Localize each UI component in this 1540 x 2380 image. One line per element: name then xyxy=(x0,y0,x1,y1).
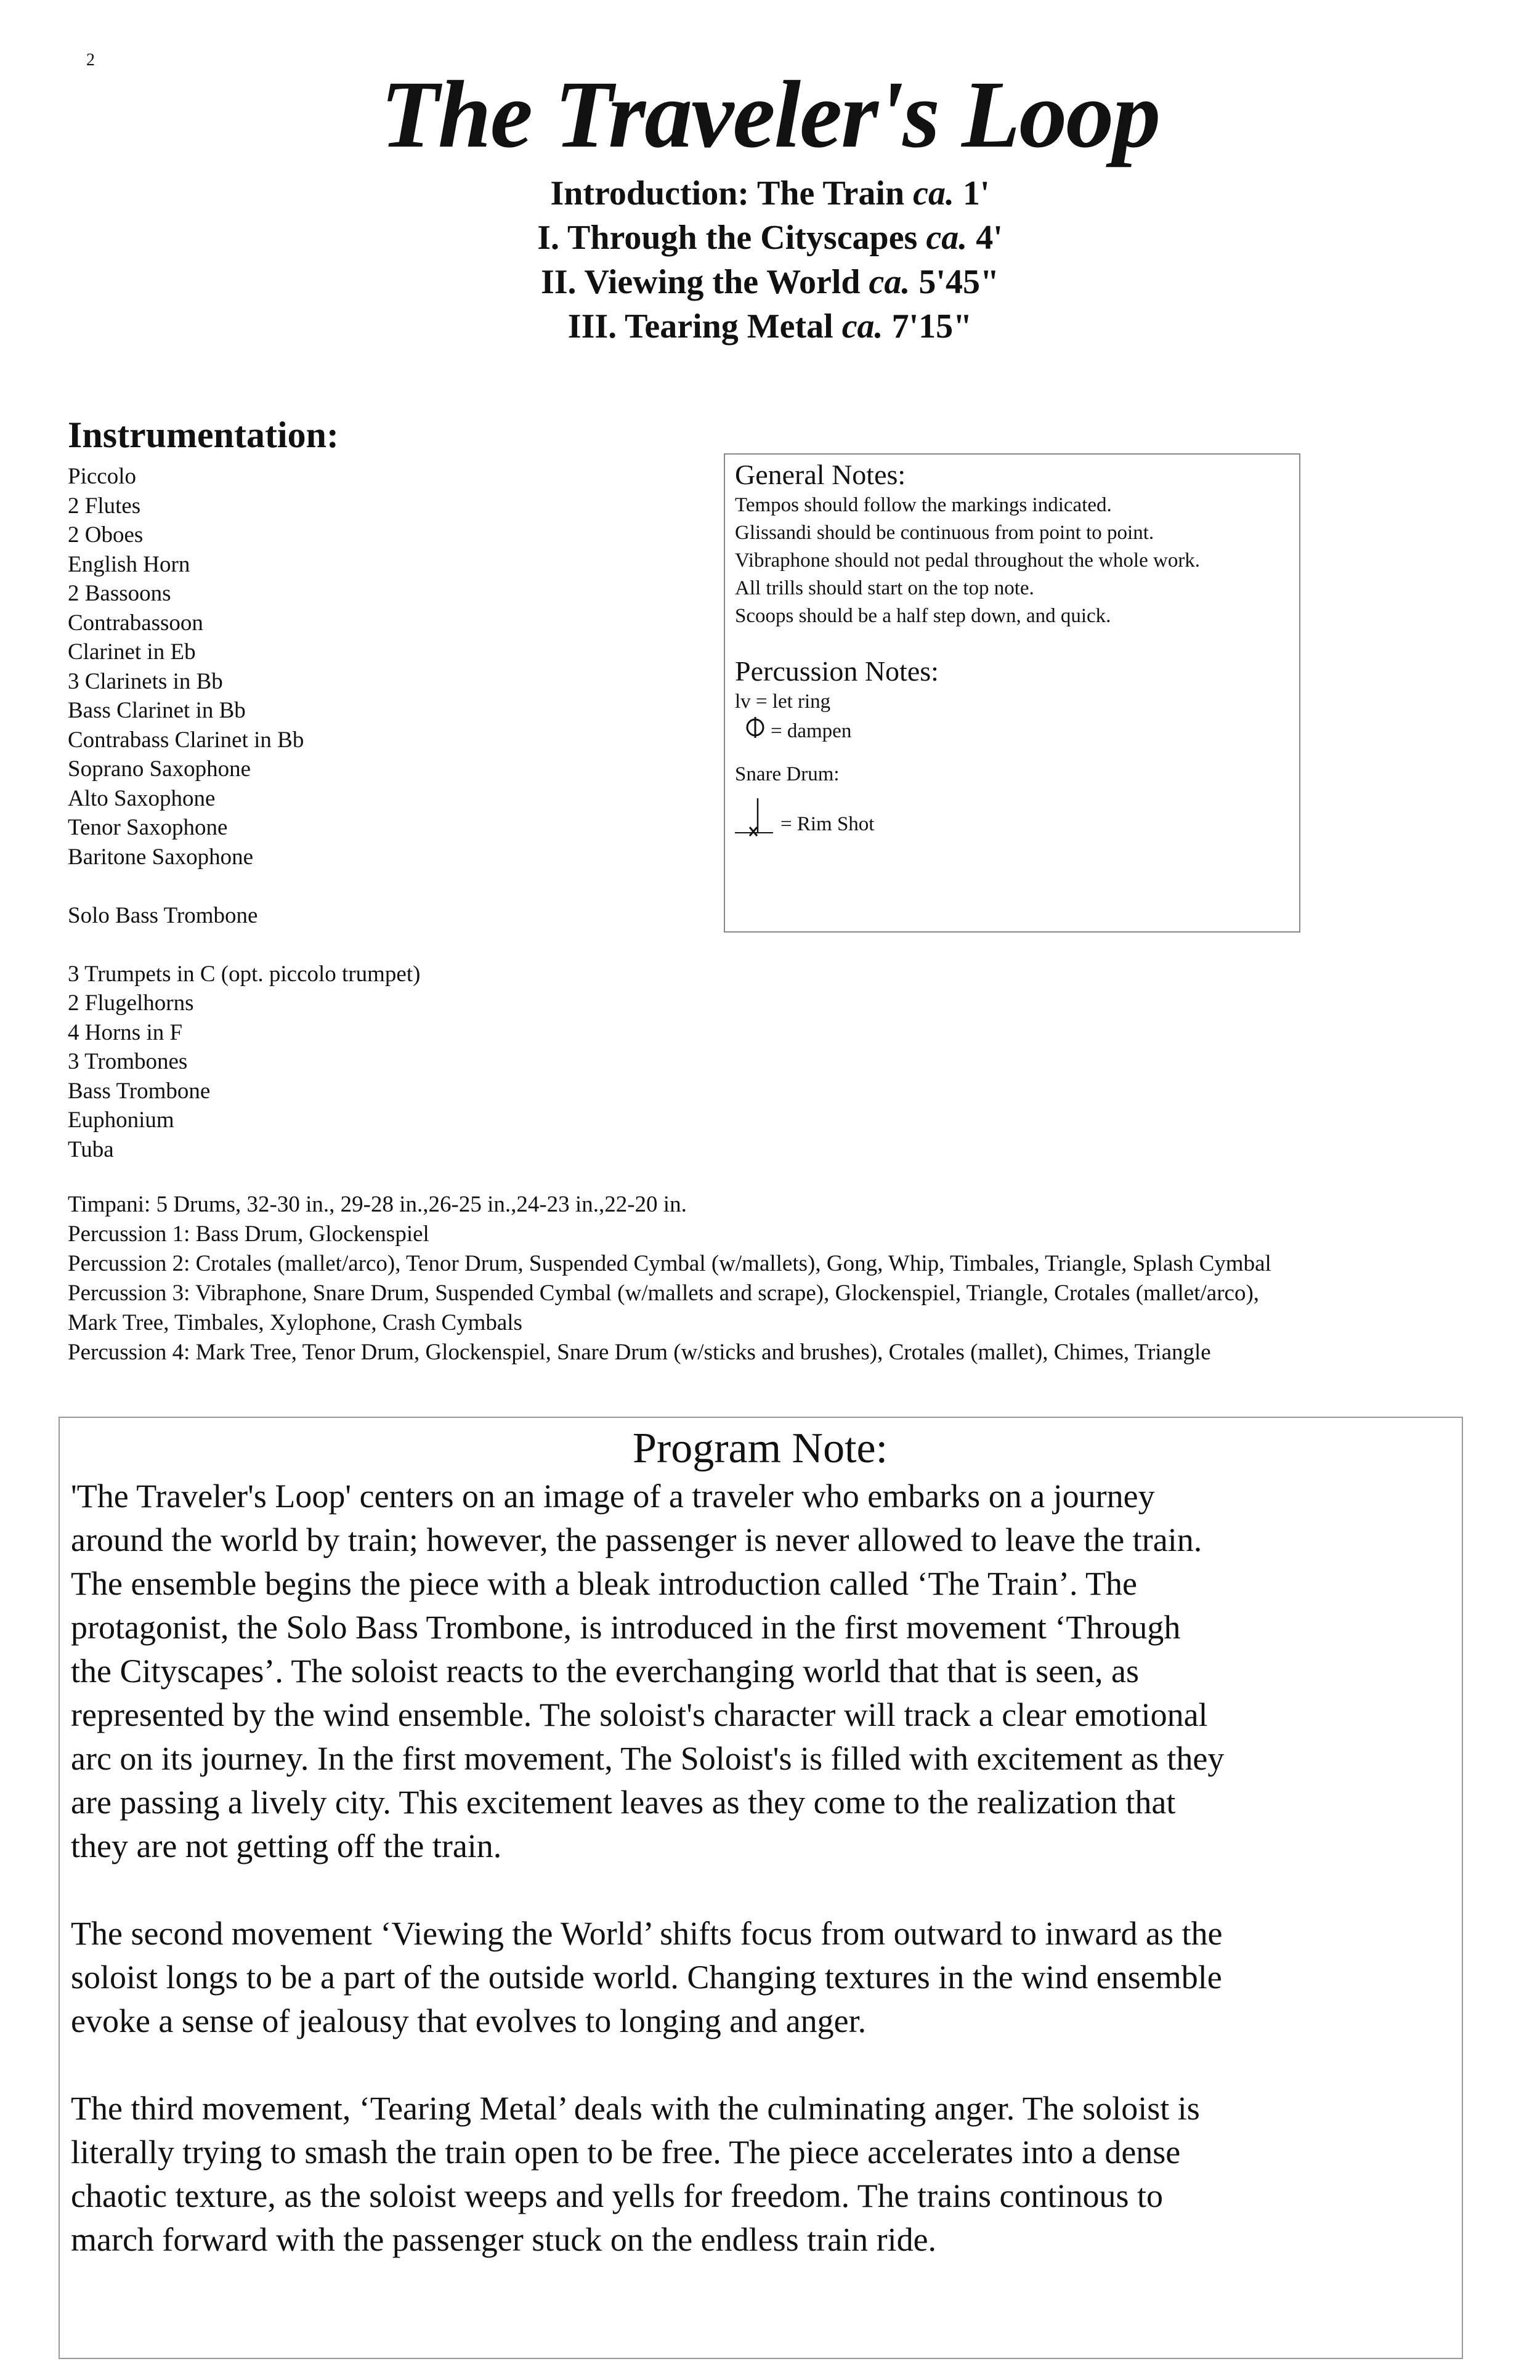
instrument-item: 2 Flutes xyxy=(68,493,141,519)
program-line: arc on its journey. In the first movement, The Soloist's is filled with excitement as they xyxy=(71,1740,1225,1777)
percussion-item: Percussion 1: Bass Drum, Glockenspiel xyxy=(68,1221,429,1247)
dampen-label: = dampen xyxy=(771,720,852,742)
program-line: they are not getting off the train. xyxy=(71,1827,502,1864)
instrument-item: 2 Oboes xyxy=(68,522,144,548)
instrument-item: Piccolo xyxy=(68,464,136,489)
program-line: 'The Traveler's Loop' centers on an image of a traveler who embarks on a journey xyxy=(71,1478,1155,1515)
movement-list xyxy=(0,171,1540,349)
percussion-item: Percussion 4: Mark Tree, Tenor Drum, Glockenspiel, Snare Drum (w/sticks and brushes), Crotales (mallet), Chimes, Triangle xyxy=(68,1340,1211,1365)
rim-shot-note xyxy=(735,798,1299,851)
rim-shot-symbol-icon xyxy=(735,798,773,851)
program-line: The third movement, ‘Tearing Metal’ deals with the culminating anger. The soloist is xyxy=(71,2090,1200,2127)
general-note: Tempos should follow the markings indicated. xyxy=(735,494,1112,516)
instrument-item: Contrabassoon xyxy=(68,610,203,636)
general-notes-heading: General Notes: xyxy=(735,459,906,490)
percussion-list xyxy=(68,1190,1271,1367)
program-line: evoke a sense of jealousy that evolves to longing and anger. xyxy=(71,2002,867,2039)
general-note: Scoops should be a half step down, and quick. xyxy=(735,605,1111,627)
instrument-item: Tuba xyxy=(68,1136,114,1162)
percussion-item: Percussion 2: Crotales (mallet/arco), Tenor Drum, Suspended Cymbal (w/mallets), Gong, Whip, Timbales, Triangle, Splash Cymbal xyxy=(68,1251,1271,1276)
let-ring-note: lv = let ring xyxy=(735,690,831,713)
general-note: All trills should start on the top note. xyxy=(735,577,1034,599)
percussion-notes-heading: Percussion Notes: xyxy=(735,655,939,687)
program-paragraph-2 xyxy=(71,1912,1449,2043)
instrument-item: Contrabass Clarinet in Bb xyxy=(68,727,304,753)
instrument-item: Alto Saxophone xyxy=(68,785,216,811)
instrument-item: 2 Flugelhorns xyxy=(68,990,194,1016)
page-number: 2 xyxy=(86,51,95,70)
instrument-item: Tenor Saxophone xyxy=(68,815,228,840)
solo-instrument: Solo Bass Trombone xyxy=(68,902,258,928)
program-line: The ensemble begins the piece with a bleak introduction called ‘The Train’. The xyxy=(71,1565,1137,1602)
instrument-item: 3 Trombones xyxy=(68,1049,188,1074)
program-line: are passing a lively city. This excitement leaves as they come to the realization that xyxy=(71,1784,1176,1821)
instrument-item: English Horn xyxy=(68,551,190,577)
program-line: The second movement ‘Viewing the World’ shifts focus from outward to inward as the xyxy=(71,1915,1223,1952)
program-line: represented by the wind ensemble. The soloist's character will track a clear emotional xyxy=(71,1696,1208,1733)
program-line: march forward with the passenger stuck on the endless train ride. xyxy=(71,2221,937,2258)
instrument-item: Clarinet in Eb xyxy=(68,639,196,665)
percussion-item: Timpani: 5 Drums, 32-30 in., 29-28 in.,26-25 in.,24-23 in.,22-20 in. xyxy=(68,1192,687,1217)
percussion-item: Mark Tree, Timbales, Xylophone, Crash Cymbals xyxy=(68,1310,522,1335)
instrument-item: Soprano Saxophone xyxy=(68,756,251,782)
program-paragraph-3 xyxy=(71,2087,1449,2262)
program-note-heading: Program Note: xyxy=(632,1425,888,1472)
movement-intro: Introduction: The Train ca. 1' xyxy=(550,174,990,212)
program-paragraph-1 xyxy=(71,1475,1449,1868)
instrumentation-heading: Instrumentation: xyxy=(68,415,339,455)
instrument-item: 4 Horns in F xyxy=(68,1019,183,1045)
program-note-box xyxy=(59,1417,1463,2359)
instrument-item: Bass Clarinet in Bb xyxy=(68,698,246,723)
instrument-item: 3 Trumpets in C (opt. piccolo trumpet) xyxy=(68,961,421,987)
program-line: the Cityscapes’. The soloist reacts to the everchanging world that that is seen, as xyxy=(71,1653,1140,1690)
snare-drum-label: Snare Drum: xyxy=(735,763,840,785)
rim-shot-label: = Rim Shot xyxy=(780,813,875,835)
dampen-note xyxy=(735,716,1299,747)
instrumentation-list xyxy=(68,462,420,1164)
program-line: soloist longs to be a part of the outside world. Changing textures in the wind ensemble xyxy=(71,1959,1222,1996)
general-note: Vibraphone should not pedal throughout the whole work. xyxy=(735,549,1201,572)
dampen-symbol-icon xyxy=(744,716,767,747)
movement-2: II. Viewing the World ca. 5'45" xyxy=(540,263,1000,301)
page-title: The Traveler's Loop xyxy=(380,61,1160,168)
movement-3: III. Tearing Metal ca. 7'15" xyxy=(567,307,973,346)
instrument-item: Bass Trombone xyxy=(68,1078,211,1104)
instrument-item: 2 Bassoons xyxy=(68,581,171,606)
program-line: protagonist, the Solo Bass Trombone, is introduced in the first movement ‘Through xyxy=(71,1609,1181,1646)
general-note: Glissandi should be continuous from point to point. xyxy=(735,522,1154,544)
program-line: literally trying to smash the train open to be free. The piece accelerates into a dense xyxy=(71,2134,1181,2171)
instrument-item: Baritone Saxophone xyxy=(68,844,254,870)
instrument-item: 3 Clarinets in Bb xyxy=(68,668,223,694)
general-notes-box xyxy=(724,453,1300,933)
movement-1: I. Through the Cityscapes ca. 4' xyxy=(537,219,1003,257)
program-line: around the world by train; however, the passenger is never allowed to leave the train. xyxy=(71,1521,1202,1558)
instrument-item: Euphonium xyxy=(68,1107,174,1133)
program-line: chaotic texture, as the soloist weeps and yells for freedom. The trains continous to xyxy=(71,2177,1164,2214)
percussion-item: Percussion 3: Vibraphone, Snare Drum, Suspended Cymbal (w/mallets and scrape), Glockenspiel, Triangle, Crotales (mallet/arco), xyxy=(68,1281,1260,1306)
